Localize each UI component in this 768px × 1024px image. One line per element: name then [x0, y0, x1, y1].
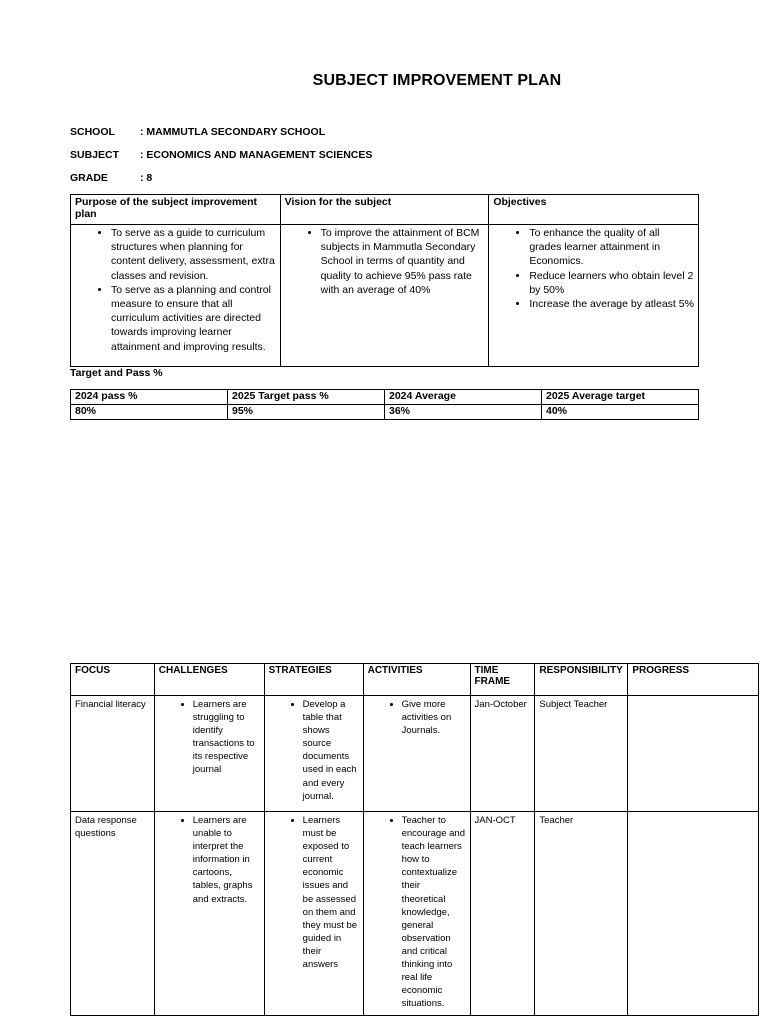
purpose-cell: [71, 225, 281, 367]
header-activities: ACTIVITIES: [363, 664, 470, 696]
challenge-item: • Learners are unable to interpret the information in cartoons, tables, graphs and extracts.: [193, 814, 260, 906]
target-header: 2025 Average target: [542, 390, 699, 405]
vision-item: • To improve the attainment of BCM subjects in Mammutla Secondary School in terms of quantity and quality to achieve 95% pass rate with an average of 40%: [321, 226, 485, 297]
info-value: : 8: [140, 172, 153, 184]
strategy-item: • Develop a table that shows source documents used in each and every journal.: [303, 698, 359, 803]
header-strategies: STRATEGIES: [264, 664, 363, 696]
activities-cell: [363, 696, 470, 812]
target-value: 36%: [385, 405, 542, 420]
header-focus: FOCUS: [71, 664, 155, 696]
challenges-cell: [154, 812, 264, 1016]
header-vision: Vision for the subject: [280, 195, 489, 225]
page-title: SUBJECT IMPROVEMENT PLAN: [312, 72, 562, 89]
header-responsibility: RESPONSIBILITY: [535, 664, 628, 696]
strategies-cell: [264, 812, 363, 1016]
focus-table: [70, 663, 759, 1016]
info-value: : ECONOMICS AND MANAGEMENT SCIENCES: [140, 149, 373, 161]
challenge-item: • Learners are struggling to identify transactions to its respective journal: [193, 698, 260, 777]
info-label: SUBJECT: [70, 149, 120, 161]
header-progress: PROGRESS: [628, 664, 759, 696]
time-frame-cell: Jan-October: [470, 696, 535, 812]
target-header: 2025 Target pass %: [228, 390, 385, 405]
plan-table-row: [71, 225, 699, 367]
table-row: [71, 812, 759, 1016]
challenges-cell: [154, 696, 264, 812]
plan-table: [70, 194, 699, 367]
activity-item: • Teacher to encourage and teach learners how to contextualize their theoretical knowledge, general observation and critical thinking into real life economic situations.: [402, 814, 466, 1010]
target-header: 2024 Average: [385, 390, 542, 405]
target-label: Target and Pass %: [70, 367, 163, 379]
objective-item: • To enhance the quality of all grades learner attainment in Economics.: [529, 226, 694, 269]
target-value-row: [71, 405, 699, 420]
focus-table-header: [71, 664, 759, 696]
info-label: GRADE: [70, 172, 108, 184]
strategies-cell: [264, 696, 363, 812]
objectives-cell: [489, 225, 699, 367]
info-subject: [70, 149, 372, 161]
purpose-item: • To serve as a guide to curriculum structures when planning for content delivery, assessment, extra classes and revision.: [111, 226, 276, 283]
focus-cell: Financial literacy: [71, 696, 155, 812]
time-frame-cell: JAN-OCT: [470, 812, 535, 1016]
target-value: 80%: [71, 405, 228, 420]
focus-cell: Data response questions: [71, 812, 155, 1016]
progress-cell: [628, 696, 759, 812]
info-value: : MAMMUTLA SECONDARY SCHOOL: [140, 126, 326, 138]
header-time-frame: TIME FRAME: [470, 664, 535, 696]
responsibility-cell: Teacher: [535, 812, 628, 1016]
table-row: [71, 696, 759, 812]
header-objectives: Objectives: [489, 195, 699, 225]
purpose-item: • To serve as a planning and control measure to ensure that all curriculum activities are directed towards improving learner attainment and improving results.: [111, 283, 276, 354]
target-table: [70, 389, 699, 420]
activity-item: • Give more activities on Journals.: [402, 698, 466, 737]
progress-cell: [628, 812, 759, 1016]
info-school: [70, 126, 325, 138]
target-value: 40%: [542, 405, 699, 420]
plan-table-header: [71, 195, 699, 225]
objective-item: • Reduce learners who obtain level 2 by 50%: [529, 269, 694, 297]
responsibility-cell: Subject Teacher: [535, 696, 628, 812]
objective-item: • Increase the average by atleast 5%: [529, 297, 694, 311]
vision-cell: [280, 225, 489, 367]
target-header-row: [71, 390, 699, 405]
header-purpose: Purpose of the subject improvement plan: [71, 195, 281, 225]
info-grade: [70, 172, 152, 184]
strategy-item: • Learners must be exposed to current economic issues and be assessed on them and they must be guided in their answers: [303, 814, 359, 971]
header-challenges: CHALLENGES: [154, 664, 264, 696]
activities-cell: [363, 812, 470, 1016]
target-header: 2024 pass %: [71, 390, 228, 405]
info-label: SCHOOL: [70, 126, 115, 138]
target-value: 95%: [228, 405, 385, 420]
